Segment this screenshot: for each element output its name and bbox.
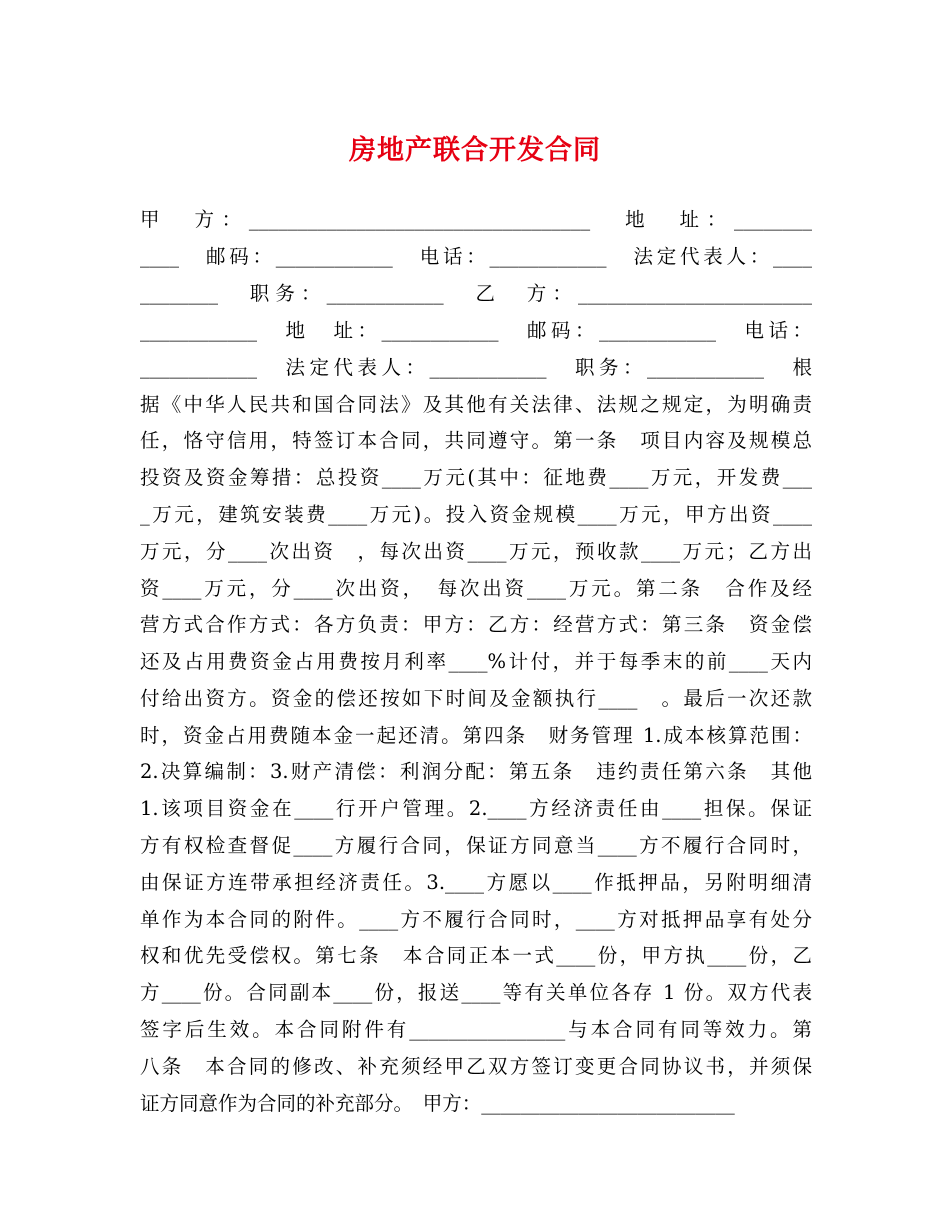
body-line: 单作为本合同的附件。____方不履行合同时，____方对抵押品享有处分 — [140, 908, 812, 931]
body-line: 据《中华人民共和国合同法》及其他有关法律、法规之规定，为明确责 — [140, 393, 812, 416]
body-line: 任，恪守信用，特签订本合同，共同遵守。第一条 项目内容及规模总 — [140, 429, 812, 452]
body-line: 甲 方：___________________________________ 地 址：________ — [140, 208, 812, 231]
body-line: 方有权检查督促____方履行合同，保证方同意当____方不履行合同时， — [140, 834, 812, 857]
body-line: 八条 本合同的修改、补充须经甲乙双方签订变更合同协议书，并须保 — [140, 1055, 812, 1078]
body-line: 时，资金占用费随本金一起还清。第四条 财务管理 1.成本核算范围： — [140, 724, 812, 747]
body-line: ________ 职务：____________ 乙 方：________________________ — [140, 282, 812, 305]
body-line: 投资及资金筹措：总投资____万元(其中：征地费____万元，开发费___ — [140, 466, 812, 489]
body-line: 万元，分____次出资 ，每次出资____万元，预收款____万元；乙方出 — [140, 540, 812, 563]
body-line: 签字后生效。本合同附件有________________与本合同有同等效力。第 — [140, 1018, 812, 1041]
body-line: 方____份。合同副本____份，报送____等有关单位各存 1 份。双方代表 — [140, 981, 812, 1004]
body-line: 由保证方连带承担经济责任。3.____方愿以____作抵押品，另附明细清 — [140, 871, 812, 894]
body-line: ____________ 法定代表人：____________ 职务：____________ 根 — [140, 356, 812, 379]
body-line: ____ 邮码：____________ 电话：____________ 法定代表人：____ — [140, 245, 812, 268]
body-line: 还及占用费资金占用费按月利率____%计付，并于每季末的前____天内 — [140, 650, 812, 673]
body-line: 付给出资方。资金的偿还按如下时间及金额执行____ 。最后一次还款 — [140, 687, 812, 710]
body-line: ____________ 地 址：____________ 邮码：____________ 电话： — [140, 319, 812, 342]
body-line: _万元，建筑安装费____万元)。投入资金规模____万元，甲方出资____ — [140, 503, 812, 526]
body-line: 营方式合作方式：各方负责：甲方：乙方：经营方式：第三条 资金偿 — [140, 613, 812, 636]
document-title: 房地产联合开发合同 — [349, 135, 601, 166]
body-line: 2.决算编制：3.财产清偿：利润分配：第五条 违约责任第六条 其他 — [140, 760, 812, 783]
body-line: 1.该项目资金在____行开户管理。2.____方经济责任由____担保。保证 — [140, 797, 812, 820]
body-line: 资____万元，分____次出资， 每次出资____万元。第二条 合作及经 — [140, 577, 812, 600]
body-line: 证方同意作为合同的补充部分。 甲方：__________________________ — [140, 1092, 735, 1115]
body-line: 权和优先受偿权。第七条 本合同正本一式____份，甲方执____份，乙 — [140, 944, 812, 967]
